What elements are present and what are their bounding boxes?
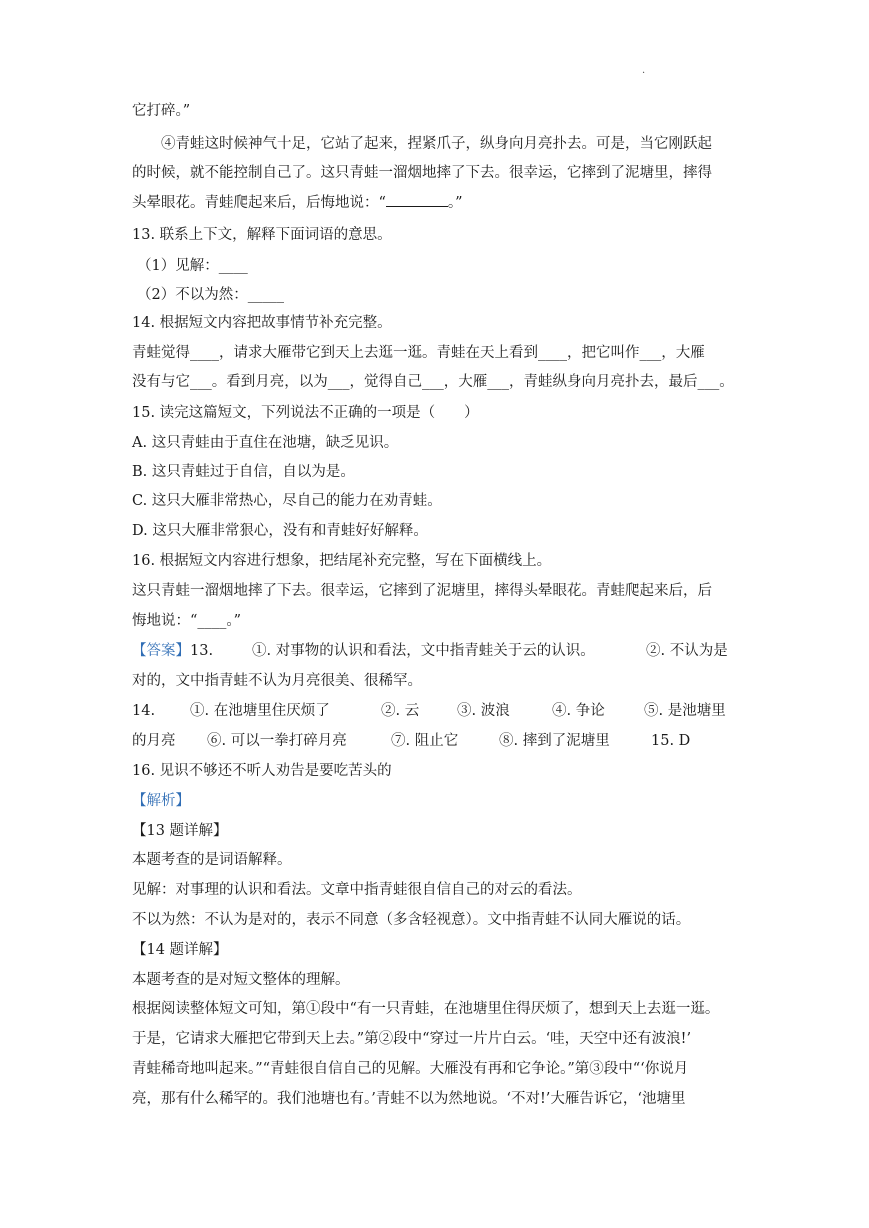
header-dot: · xyxy=(642,68,646,79)
passage-text: 。” xyxy=(447,195,463,211)
analysis-text: 本题考查的是词语解释。 xyxy=(132,852,292,868)
passage-text: 头晕眼花。青蛙爬起来后，后悔地说：“ xyxy=(132,195,386,211)
answer-14-item: ⑤. 是池塘里 xyxy=(644,703,726,719)
answer-15: 15. D xyxy=(651,733,691,749)
answer-13-part-2: ②. 不认为是 xyxy=(646,643,728,659)
answer-13-number: 13. xyxy=(190,643,214,659)
answer-14-item: ③. 波浪 xyxy=(457,703,510,719)
section-heading-14: 【14 题详解】 xyxy=(132,942,228,958)
question-14-text: 青蛙觉得____，请求大雁带它到天上去逛一逛。青蛙在天上看到____，把它叫作___，大雁 xyxy=(132,345,705,361)
passage-line: 的时候，就不能控制自己了。这只青蛙一溜烟地摔了下去。很幸运，它摔到了泥塘里，摔得 xyxy=(132,165,712,181)
question-16-text: 这只青蛙一溜烟地摔了下去。很幸运，它摔到了泥塘里，摔得头晕眼花。青蛙爬起来后，后 xyxy=(132,583,712,599)
question-16-text: 悔地说：“____。” xyxy=(132,613,242,629)
analysis-text: 青蛙稀奇地叫起来。”“青蛙很自信自己的见解。大雁没有再和它争论。”第③段中“‘你说月 xyxy=(132,1061,689,1077)
question-13-item-2: （2）不以为然：_____ xyxy=(137,287,284,303)
option-d: D. 这只大雁非常狠心，没有和青蛙好好解释。 xyxy=(132,523,428,539)
analysis-text: 不以为然：不认为是对的，表示不同意（多含轻视意）。文中指青蛙不认同大雁说的话。 xyxy=(132,912,691,928)
analysis-text: 本题考查的是对短文整体的理解。 xyxy=(132,972,350,988)
question-15: 15. 读完这篇短文，下列说法不正确的一项是（ ） xyxy=(132,405,479,421)
passage-line xyxy=(132,193,463,213)
passage-line: ④青蛙这时候神气十足，它站了起来，捏紧爪子，纵身向月亮扑去。可是，当它刚跃起 xyxy=(161,136,712,152)
section-heading-13: 【13 题详解】 xyxy=(132,823,228,839)
answer-14-item: ⑥. 可以一拳打碎月亮 xyxy=(207,733,347,749)
option-a: A. 这只青蛙由于直住在池塘，缺乏见识。 xyxy=(132,435,399,451)
answer-16: 16. 见识不够还不听人劝告是要吃苦头的 xyxy=(132,763,392,779)
answer-14-item: 的月亮 xyxy=(132,733,176,749)
question-14: 14. 根据短文内容把故事情节补充完整。 xyxy=(132,315,392,331)
answer-13-continued: 对的，文中指青蛙不认为月亮很美、很稀罕。 xyxy=(132,673,422,689)
analysis-text: 亮，那有什么稀罕的。我们池塘也有。’青蛙不以为然地说。‘不对!’大雁告诉它，‘池塘里 xyxy=(132,1091,686,1107)
analysis-text: 根据阅读整体短文可知，第①段中“有一只青蛙，在池塘里住得厌烦了，想到天上去逛一逛。 xyxy=(132,1001,720,1017)
answer-14-item: ④. 争论 xyxy=(552,703,605,719)
answer-14-item: ②. 云 xyxy=(381,703,420,719)
option-c: C. 这只大雁非常热心，尽自己的能力在劝青蛙。 xyxy=(132,493,442,509)
question-16: 16. 根据短文内容进行想象，把结尾补充完整，写在下面横线上。 xyxy=(132,553,552,569)
answer-14-item: ①. 在池塘里住厌烦了 xyxy=(190,703,330,719)
analysis-text: 于是，它请求大雁把它带到天上去。”第②段中“穿过一片片白云。‘哇，天空中还有波浪!’ xyxy=(132,1031,692,1047)
question-14-text: 没有与它___。看到月亮，以为___，觉得自己___，大雁___，青蛙纵身向月亮扑去，最后___。 xyxy=(132,374,734,390)
question-13-item-1: （1）见解：____ xyxy=(137,258,248,274)
answer-tag: 【答案】 xyxy=(132,643,190,659)
answer-14-item: ⑧. 摔到了泥塘里 xyxy=(499,733,610,749)
question-13: 13. 联系上下文，解释下面词语的意思。 xyxy=(132,227,392,243)
answer-13-part-1: ①. 对事物的认识和看法，文中指青蛙关于云的认识。 xyxy=(252,643,595,659)
answer-14-number: 14. xyxy=(132,703,156,719)
answer-14-item: ⑦. 阻止它 xyxy=(391,733,459,749)
analysis-tag: 【解析】 xyxy=(132,793,190,809)
answer-blank xyxy=(386,193,448,207)
option-b: B. 这只青蛙过于自信，自以为是。 xyxy=(132,464,355,480)
passage-line: 它打碎。” xyxy=(132,103,191,119)
analysis-text: 见解：对事理的认识和看法。文章中指青蛙很自信自己的对云的看法。 xyxy=(132,882,582,898)
